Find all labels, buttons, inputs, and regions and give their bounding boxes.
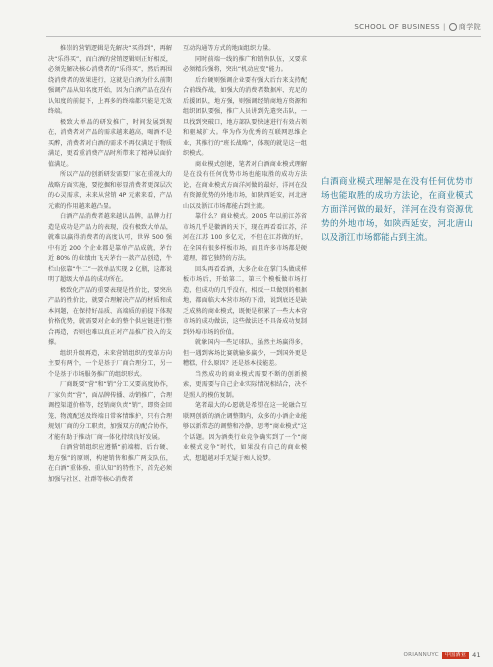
page-header [46, 20, 481, 34]
paragraph: 就象国内一些足球队，虽然主场赢得多，但一遇到客场比赛就输多赢少，一到国外更是糟糕，什么原因？还是基本技能差。 [183, 339, 307, 367]
brand-name: 商学院 [458, 23, 481, 31]
magazine-name: ORIANNUYC [403, 652, 439, 658]
paragraph: 所以产品的创新研发需要厂家在重视大的战略方面实施，要挖掘和彰显消费者更深层次的心灵需求，未来从营销 4P 元素来看，产品元素的作用越来越凸显。 [48, 171, 172, 210]
paragraph: 当然成功的商业模式需要不断的创新摸索，更需要与自己企业实际情况相结合，决不是照人的模仿复制。 [183, 370, 307, 399]
text-column-left [48, 44, 172, 485]
paragraph: 互动沟通等方式的地面组织力量。 [183, 45, 275, 52]
page-number: 41 [472, 651, 481, 659]
page-footer [404, 651, 481, 659]
paragraph: 推崇的营销逻辑是先解决“买得到”，再解决“乐得买”，而白酒的营销逻辑则正好相反，必须先解决核心消费者的“乐得买”，然后再围绕消费者的效果进行，这就是白酒为什么前期强调产品从知名度开始，因为白酒产品在没有认知度的前提下，上再多的终端都只能是无效终端。 [48, 45, 172, 115]
pull-quote: 白酒商业模式理解是在没有任何优势市场也能取胜的成功方法论，在商业模式方面洋河做的最好，洋河在没有资源优势的外地市场，如陕西延安，河北唐山以及浙江市场都能占到主流。 [321, 177, 473, 243]
school-logo-icon [449, 23, 457, 31]
paragraph: 厂商既要“营”和“销”分工又要高度协作，厂家负责“营”，面品牌传播、动销推广，合理调控渠道价格等，经销商负责“销”，即资金回笼、物流配送及终端日常客情维护，只有合理规划厂商的分工职责，加强双方的配合协作，才能有助于推动厂商一体化持续良好发展。 [48, 381, 172, 441]
paragraph: 同时前端一线的推广和销售队伍，又要求必须精兵强将，突出“机动应变”能力。 [183, 55, 307, 73]
paragraph: 白酒营销组织应遵循“前端精、后台硬、地方强”的原则，构建销售和推广两支队伍，在白酒“重体验、重认知”的特性下，首先必须加强与社区、社群等核心消费者 [48, 444, 172, 483]
paragraph: 极致化产品的重要表现是性价比，要突出产品的性价比，就要合理解决产品的材质和成本问题，在保持好品质、高端质的前提下体现价格优势，就需要对企业的整个供应链进行整合再造，否则也难以真正对产品推广投入的支撑。 [48, 286, 172, 346]
paragraph: 商业模式创建，笔者对白酒商业模式理解是在没有任何优势市场也能取胜的成功方法论，在商业模式方面洋河做的最好，洋河在没有资源优势的外地市场，如陕西延安，河北唐山以及浙江市场都能占到主流。 [183, 160, 307, 210]
paragraph: 白酒产品消费者越来越认品牌，品牌力打造是成功是产品力的表现，没有极致大单品，就难以赢得消费者的高度认可，世界 500 强中有近 200 个企业都是靠单产品成就，茅台近 80% 的业绩由飞天茅台一款产品创造，牛栏山依靠“牛二”一款单品实现 2 亿瓶，这都说明了超级大单品的成功所在。 [48, 213, 172, 283]
section-title: SCHOOL OF BUSINESS [354, 23, 441, 31]
header-rule [46, 36, 481, 37]
header-separator: | [443, 23, 446, 31]
paragraph: 后台硬则强调企业要有强大后台来支持配合前线作战，如强大的消费者数据库、充足的后援团队，地方强，则强调经销商地方资源和组织团队要强，推广人员讲到先遣突击队，一旦找到突破口，地方部队要快速进行有效占领和驱城扩大。华为作为优秀的互联网思维企业，其推行的“班长战略”，体现的就是这一组织模式。 [183, 76, 307, 157]
magazine-badge: 中国酒业 [442, 652, 469, 659]
paragraph: 笔者最大的心愿就是希望在这一轮融合互联网创新的酒企调整期内，众多的小酒企业能够以新常态的调整和冷静，思考“商业模式”这个话题。因为酒类行业竞争确实到了一个“商业模式竞争”时代，如果没有自己的商业模式，想超越对手无疑于痴人说梦。 [183, 402, 307, 462]
text-column-middle [183, 44, 307, 464]
paragraph: 极致大单品的研发推广，时间发展到现在，消费者对产品的需求越来越高，喝酒不是买醉，消费者对白酒的需求不再仅满足于物质满足，更看重消费产品时所带来了精神层面价值满足。 [48, 118, 172, 168]
paragraph: 组织升级再造，未来营销组织的变革方向主要有两个，一个是基于厂商合理分工，另一个是基于市场服务推广的组织形式。 [48, 349, 172, 378]
paragraph: 靠什么？商业模式。2005 年以前江苏省市场几乎是徽酒的天下，现在再看看江苏，洋河在江苏 100 多亿元，不但在江苏做的好，在全国有很多样板市场，而且许多市场都是硬道理，都它独特的方法。 [183, 213, 307, 262]
paragraph: 回头再看看酒，大多企业在掌门头做成样板市场后，开始第二，第三个模板做市场打造，但成功的几乎没有，相反一旦做别的根据地，都面临大本营市场的下滑，说到底还是缺乏成熟的商业模式，既便是积累了一些大本营市场的成功做法，这些做法还不具备成功复制到外埠市场的价值。 [183, 265, 307, 336]
